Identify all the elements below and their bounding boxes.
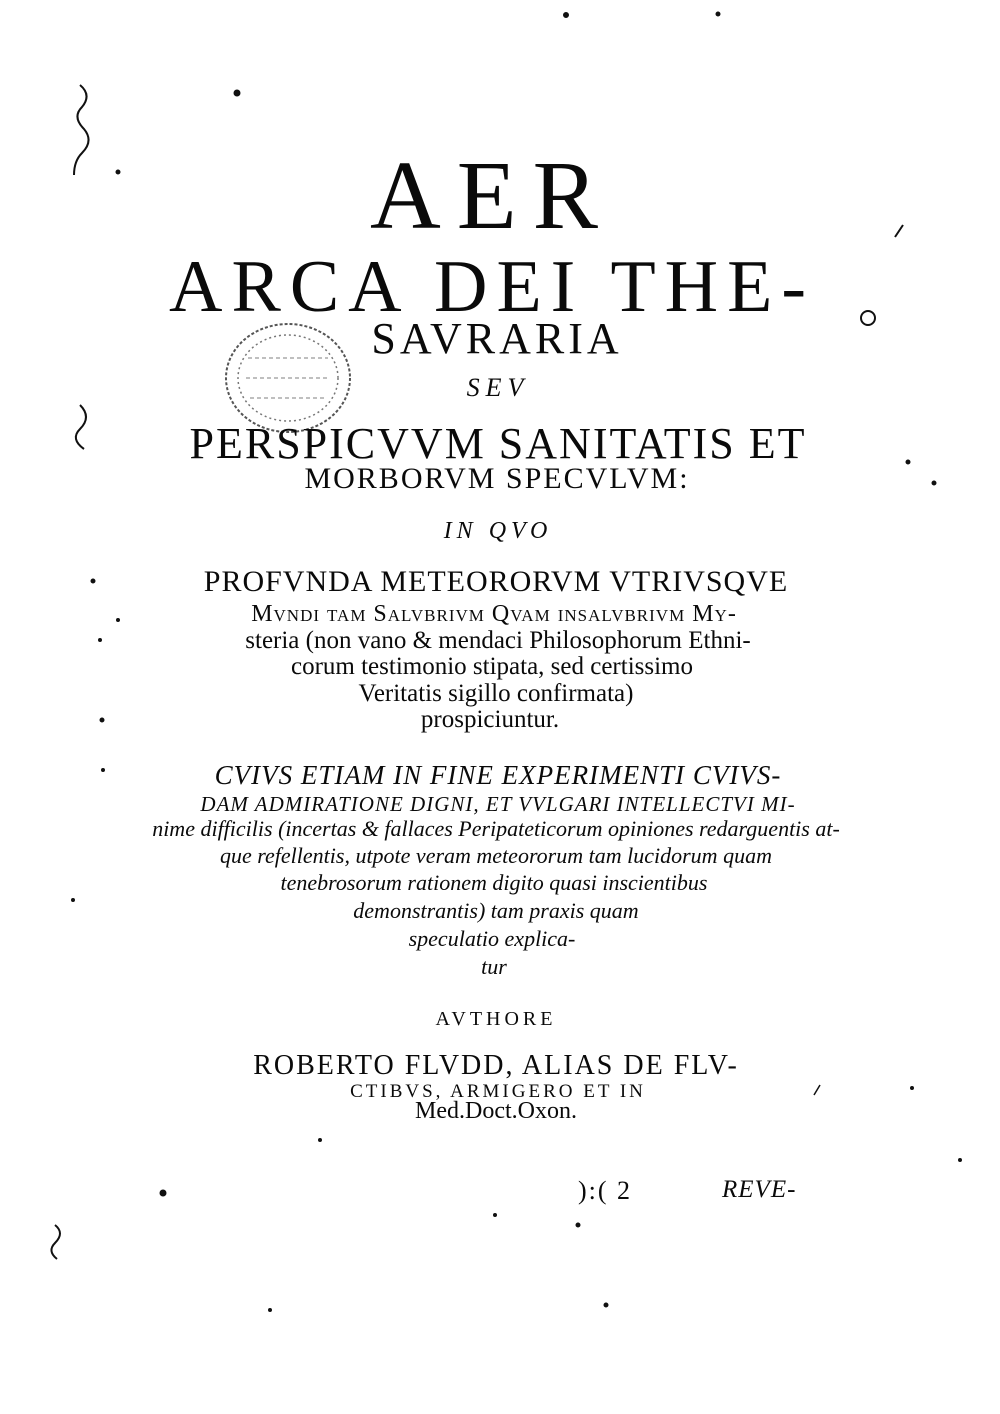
body-steria: steria (non vano & mendaci Philosophorum Ethni- bbox=[245, 627, 751, 654]
body-cuius: CVIVS ETIAM IN FINE EXPERIMENTI CVIVS- bbox=[214, 760, 782, 790]
title-in-quo: IN QVO bbox=[443, 518, 553, 544]
title-morborum: MORBORVM SPECVLVM: bbox=[304, 462, 690, 495]
title-arca-dei: ARCA DEI THE- bbox=[169, 246, 815, 328]
body-quer: que refellentis, utpote veram meteororum tam lucidorum quam bbox=[220, 843, 772, 868]
body-corum: corum testimonio stipata, sed certissimo bbox=[290, 653, 693, 680]
title-aer: AER bbox=[370, 142, 614, 250]
body-speculatio: speculatio explica- bbox=[408, 926, 576, 951]
body-veritatis: Veritatis sigillo confirmata) bbox=[358, 680, 634, 707]
body-tur: tur bbox=[481, 954, 507, 979]
author-name-cont: CTIBVS, ARMIGERO ET IN bbox=[350, 1081, 646, 1102]
title-perspicuum: PERSPICVVM SANITATIS ET bbox=[189, 419, 807, 468]
author-label: AVTHORE bbox=[435, 1008, 557, 1030]
body-prospiciuntur: prospiciuntur. bbox=[420, 706, 560, 733]
body-tenebrosorum: tenebrosorum rationem digito quasi inscientibus bbox=[280, 870, 708, 895]
signature-mark: ):( 2 bbox=[578, 1176, 633, 1205]
body-profunda: PROFVNDA METEORORVM VTRIVSQVE bbox=[203, 565, 789, 598]
catchword: REVE- bbox=[722, 1176, 797, 1203]
body-demonstrantis: demonstrantis) tam praxis quam bbox=[353, 898, 639, 923]
body-dam: DAM ADMIRATIONE DIGNI, ET VVLGARI INTELLECTVI MI- bbox=[200, 792, 796, 816]
body-nime: nime difficilis (incertas & fallaces Peripateticorum opiniones redarguentis at- bbox=[152, 816, 840, 841]
title-thesauraria: SAVRARIA bbox=[371, 314, 623, 363]
author-name: ROBERTO FLVDD, ALIAS DE FLV- bbox=[253, 1050, 739, 1081]
title-seu: SEV bbox=[466, 373, 530, 402]
body-mundi: Mvndi tam Salvbrivm Qvam insalvbrivm My- bbox=[251, 601, 737, 627]
author-degree: Med.Doct.Oxon. bbox=[415, 1098, 577, 1124]
